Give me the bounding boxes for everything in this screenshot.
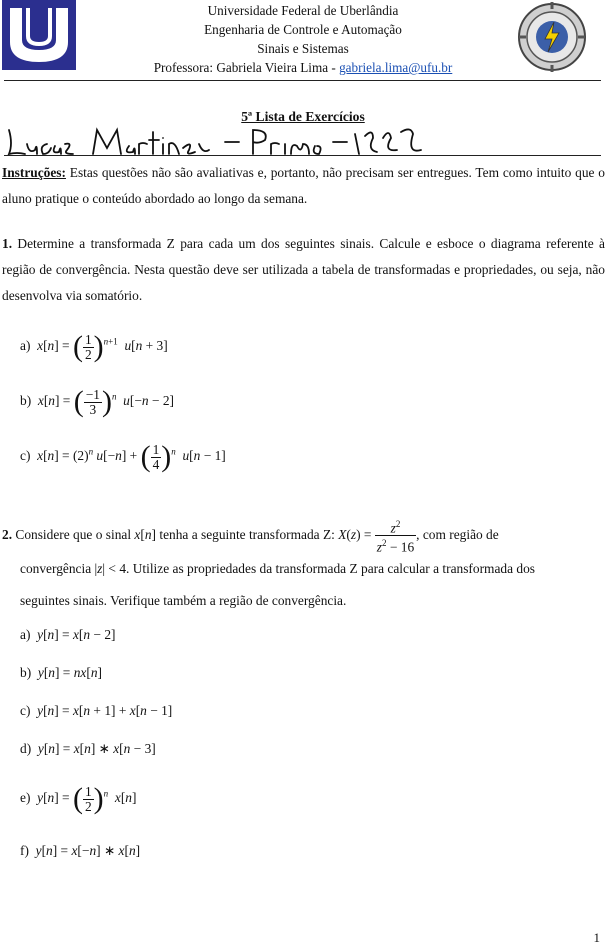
page-number: 1	[593, 930, 600, 945]
q2-item-b: b) y[n] = nx[n]	[20, 665, 102, 680]
q2-item-d-label: d)	[20, 741, 32, 756]
q2-item-d: d) y[n] = x[n] ∗ x[n − 3]	[20, 741, 156, 756]
professor-line	[0, 58, 606, 77]
question-2-number: 2.	[2, 527, 13, 543]
instructions-label: Instruções:	[2, 165, 66, 180]
professor-name: Professora: Gabriela Vieira Lima -	[153, 60, 340, 75]
q1-item-b: b) x[n] = ( $\frac{-1}{3}$ )$^n$ u[−n − 2]	[20, 385, 174, 418]
subject-name: Sinais e Sistemas	[257, 41, 349, 56]
question-2-text-before: Considere que o sinal	[12, 527, 135, 543]
q2-item-f: f) y[n] = x[−n] ∗ x[n]	[20, 843, 141, 858]
q1-item-a-label: a)	[20, 338, 31, 354]
question-2-line-2: convergência |z| < 4. Utilize as propriedades da transformada Z para calcular a transformada dos	[20, 561, 535, 576]
q2-item-c: c) y[n] = x[n + 1] + x[n − 1]	[20, 703, 173, 718]
q2-item-a-label: a)	[20, 627, 31, 642]
course-seal-icon	[518, 0, 586, 74]
header-text	[0, 1, 606, 77]
signature-divider	[4, 155, 601, 156]
q2-item-a: a) y[n] = x[n − 2]	[20, 627, 116, 642]
question-2-line-1: 2. Considere que o sinal x[n] tenha a seguinte transformada Z: X(z) = $\frac{z^2}{z^2 - 16}$ , com região de	[2, 519, 499, 555]
question-2-line-2-before: convergência	[20, 561, 95, 576]
q2-item-b-label: b)	[20, 665, 32, 680]
q2-item-e-label: e)	[20, 790, 31, 806]
q1-item-c: c) $x[n] = (2)^n$ u[−n] + ( $\frac{1}{4}$ )$^n$ u[n − 1]	[20, 440, 226, 473]
question-1-text: Determine a transformada Z para cada um dos seguintes sinais. Calcule e esboce o diagrama referente à região de convergência. Nesta questão deve ser utilizada a tabela de transformadas e propriedades, ou seja, não desenvolva via somatório.	[2, 236, 605, 303]
question-2-text-after: , com região de	[416, 527, 499, 543]
q2-item-f-label: f)	[20, 843, 29, 858]
q2-item-e: e) y[n] = ( $\frac{1}{2}$ )$^n$ x[n]	[20, 782, 137, 815]
q2-item-c-label: c)	[20, 703, 31, 718]
instructions-text: Estas questões não são avaliativas e, portanto, não precisam ser entregues. Tem como intuito que o aluno pratique o conteúdo abordado ao longo da semana.	[2, 165, 605, 206]
university-name: Universidade Federal de Uberlândia	[207, 3, 399, 18]
question-2-line-3: seguintes sinais. Verifique também a região de convergência.	[20, 593, 347, 608]
question-1-paragraph	[2, 231, 605, 309]
professor-email-link[interactable]: gabriela.lima@ufu.br	[339, 60, 453, 75]
list-title: 5ª Lista de Exercícios	[241, 109, 365, 124]
q1-item-b-label: b)	[20, 393, 32, 409]
q1-item-a: a) x[n] = ( $\frac{1}{2}$ )$^{n+1}$ u[n + 3]	[20, 330, 168, 363]
question-2-text-mid: tenha a seguinte transformada Z:	[156, 527, 339, 543]
header-divider	[4, 80, 601, 81]
instructions-paragraph	[2, 160, 605, 212]
course-name: Engenharia de Controle e Automação	[204, 22, 402, 37]
q1-item-c-label: c)	[20, 448, 31, 464]
question-1-number: 1.	[2, 236, 13, 251]
page-header	[0, 0, 606, 80]
question-2-line-2-after: . Utilize as propriedades da transformada Z para calcular a transformada dos	[126, 561, 535, 576]
